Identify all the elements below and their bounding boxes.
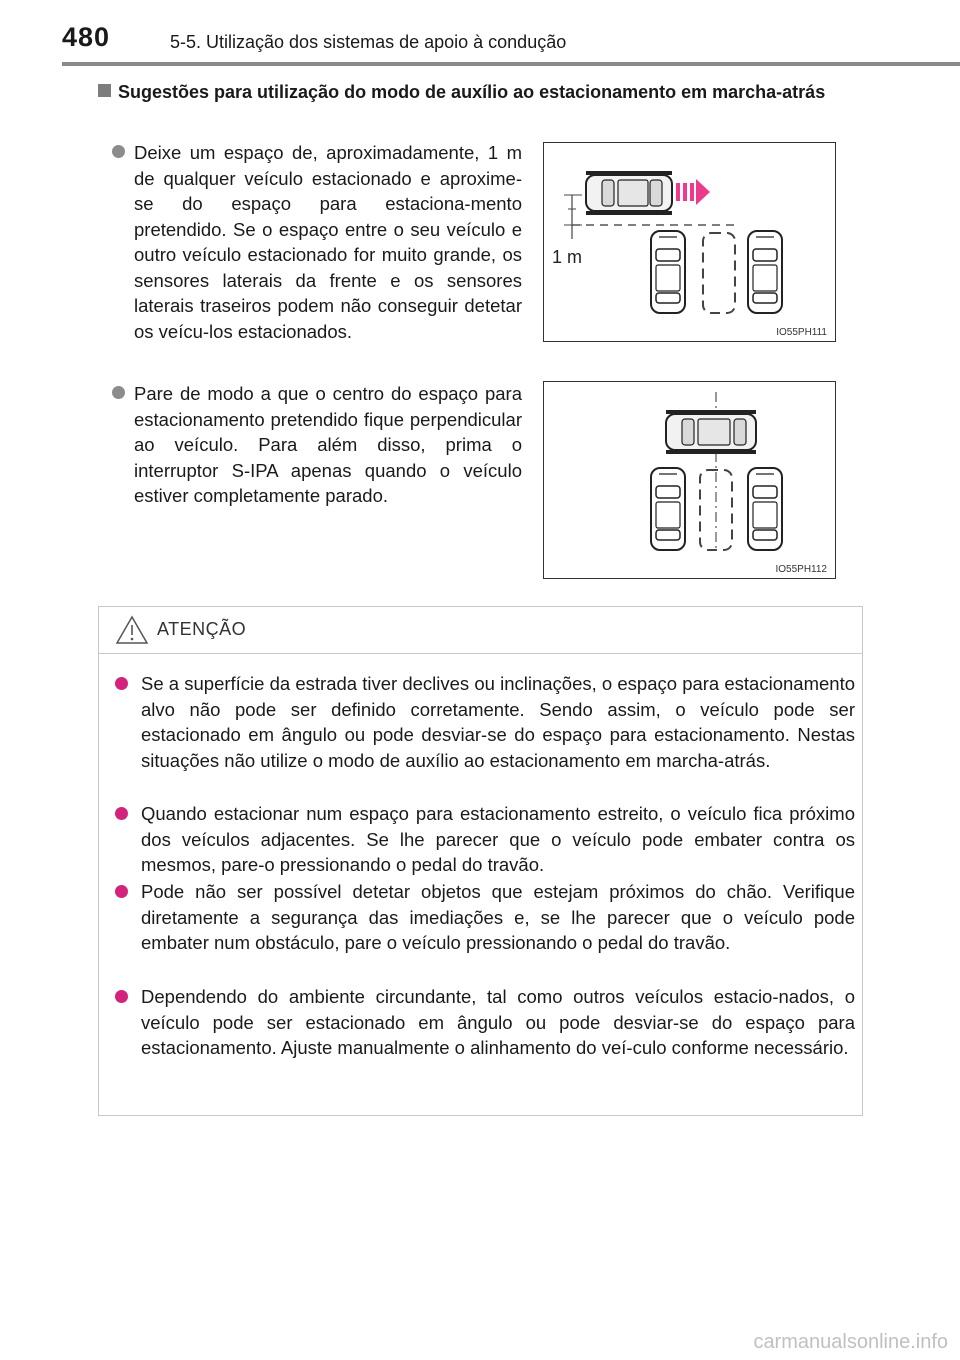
bullet-icon <box>115 677 128 690</box>
figure-approach-spacing <box>543 142 836 342</box>
parked-car-left <box>651 231 685 313</box>
subheading <box>98 80 862 104</box>
warning-box <box>98 606 863 1116</box>
warning-text: Quando estacionar num espaço para estacionamento estreito, o veículo fica próximo dos veículos adjacentes. Se lhe parecer que o veículo pode embater contra os mesmos, pare-o pressionando o pedal do travão. <box>141 803 855 875</box>
tip-text: Deixe um espaço de, aproximadamente, 1 m de qualquer veículo estacionado e aproxime-se do espaço para estaciona-mento pretendido. Se o espaço entre o seu veículo e outro veículo estacionado for muito grande, os sensores laterais da frente e os sensores laterais traseiros podem não conseguir detetar os veícu-los estacionados. <box>134 142 522 342</box>
target-space <box>703 233 735 313</box>
warning-text: Pode não ser possível detetar objetos que estejam próximos do chão. Verifique diretamente a segurança das imediações e, se lhe parecer que o veículo pode embater num obstáculo, pare o veículo pressionando o pedal do travão. <box>141 881 855 953</box>
warning-text: Dependendo do ambiente circundante, tal como outros veículos estacio-nados, o veículo pode ser estacionado em ângulo ou pode desviar-se do espaço para estacionamento. Ajuste manualmente o alinhamento do veí-culo conforme necessário. <box>141 986 855 1058</box>
figure-perpendicular-stop <box>543 381 836 579</box>
warning-item <box>115 801 855 878</box>
stopped-car <box>666 410 756 454</box>
header-rule <box>62 62 960 66</box>
square-bullet-icon <box>98 84 111 97</box>
parking-diagram <box>544 143 835 341</box>
bullet-icon <box>115 990 128 1003</box>
direction-arrow-icon <box>676 179 710 205</box>
tip-item <box>112 381 522 509</box>
warning-title: ATENÇÃO <box>157 619 247 639</box>
bullet-icon <box>112 145 125 158</box>
distance-label: 1 m <box>552 247 583 267</box>
bullet-icon <box>115 807 128 820</box>
figure-code: IO55PH111 <box>776 327 827 338</box>
parked-car-right <box>748 231 782 313</box>
tip-text: Pare de modo a que o centro do espaço para estacionamento pretendido fique perpendicular ao veículo. Para além disso, prima o interruptor S-IPA apenas quando o veículo estiver completamente parado. <box>134 383 522 506</box>
moving-car <box>586 171 672 215</box>
bullet-icon <box>115 885 128 898</box>
warning-header <box>99 607 862 654</box>
warning-item <box>115 671 855 773</box>
watermark: carmanualsonline.info <box>753 1331 948 1353</box>
parked-car-left <box>651 468 685 550</box>
warning-item <box>115 879 855 956</box>
warning-triangle-icon <box>115 615 149 645</box>
page-number: 480 <box>62 22 111 52</box>
figure-code: IO55PH112 <box>775 564 827 575</box>
parking-diagram <box>544 382 835 578</box>
section-title: 5-5. Utilização dos sistemas de apoio à condução <box>170 32 567 52</box>
parked-car-right <box>748 468 782 550</box>
warning-text: Se a superfície da estrada tiver declives ou inclinações, o espaço para estacionamento alvo não pode ser definido corretamente. Sendo assim, o veículo pode ser estacionado em ângulo ou pode desviar-se do espaço para estacionamento. Nestas situações não utilize o modo de auxílio ao estacionamento em marcha-atrás. <box>141 673 855 771</box>
bullet-icon <box>112 386 125 399</box>
tip-item <box>112 140 522 344</box>
subheading-text: Sugestões para utilização do modo de auxílio ao estacionamento em marcha-atrás <box>118 82 826 102</box>
warning-item <box>115 984 855 1061</box>
